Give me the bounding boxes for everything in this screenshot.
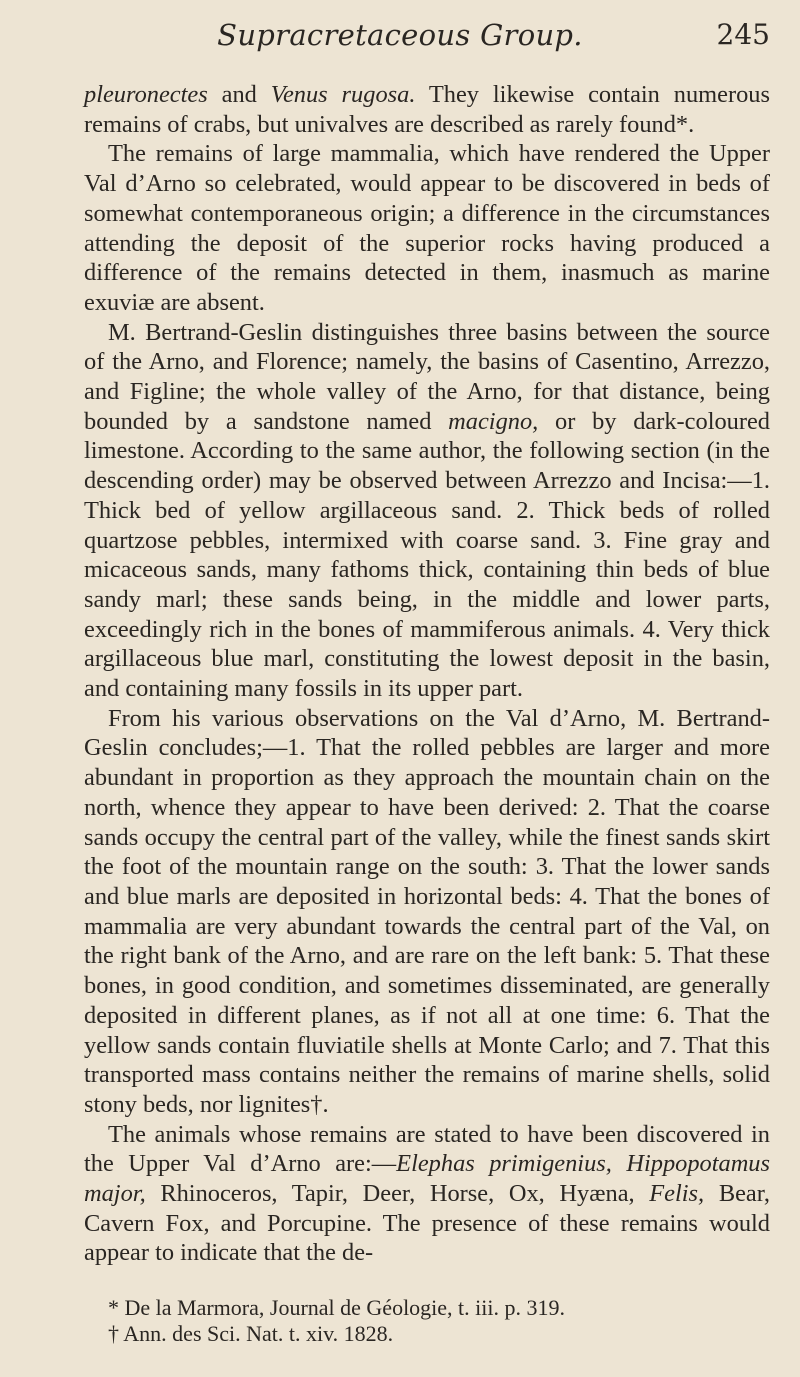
paragraph-2	[84, 139, 770, 317]
italic-text-run: macigno,	[448, 407, 539, 435]
text-run: The remains of large mammalia, which have rendered the Upper Val d’Arno so celebrated, would appear to be discovered in beds of somewhat contemporaneous origin; a difference in the circumstances attending the deposit of the superior rocks having produced a difference of the remains detected in them, inasmuch as marine exuviæ are absent.	[84, 140, 770, 316]
text-run: They likewise contain numerous remains of crabs, but univalves are described as rarely found*.	[84, 81, 770, 138]
footnote-1: * De la Marmora, Journal de Géologie, t. iii. p. 319.	[108, 1295, 566, 1320]
italic-text-run: Elephas primigenius, Hippopotamus major,	[84, 1150, 770, 1208]
running-head: Supracretaceous Group.	[217, 18, 583, 52]
text-run: The animals whose remains are stated to have been discovered in the Upper Val d’Arno are:—	[84, 1120, 770, 1178]
italic-text-run: Venus rugosa.	[270, 81, 416, 108]
footnote-2: † Ann. des Sci. Nat. t. xiv. 1828.	[108, 1321, 394, 1346]
text-run: Bear, Cavern Fox, and Porcupine. The presence of these remains would appear to indicate that the de-	[84, 1180, 770, 1267]
paragraph-3	[84, 318, 770, 704]
text-run: and	[207, 81, 271, 108]
footnotes	[108, 1295, 768, 1347]
text-run: From his various observations on the Val d’Arno, M. Bertrand-Geslin concludes;—1. That the rolled pebbles are larger and more abundant in proportion as they approach the mountain chain on the north, whence they appear to have been derived: 2. That the coarse sands occupy the central part of the valley, while the finest sands skirt the foot of the mountain range on the south: 3. That the lower sands and blue marls are deposited in horizontal beds: 4. That the bones of mammalia are very abundant towards the central part of the Val, on the right bank of the Arno, and are rare on the left bank: 5. That these bones, in good condition, and sometimes disseminated, are generally deposited in different planes, as if not all at one time: 6. That the yellow sands contain fluviatile shells at Monte Carlo; and 7. That this transported mass contains neither the remains of marine shells, solid stony beds, nor lignites†.	[84, 704, 770, 1118]
text-run: Rhinoceros, Tapir, Deer, Horse, Ox, Hyæna,	[145, 1180, 650, 1208]
page-header	[0, 0, 800, 80]
paragraph-4	[84, 704, 770, 1120]
italic-text-run: Felis,	[649, 1180, 705, 1208]
paragraph-1	[84, 80, 770, 139]
italic-text-run: pleuronectes	[84, 81, 208, 108]
body-text	[84, 80, 770, 1268]
page-number: 245	[716, 18, 770, 51]
text-run: or by dark-coloured limestone. According to the same author, the following section (in the descending order) may be observed between Arrezzo and Incisa:—1. Thick bed of yellow argillaceous sand. 2. Thick beds of rolled quartzose pebbles, intermixed with coarse sand. 3. Fine gray and micaceous sands, many fathoms thick, containing thin beds of blue sandy marl; these sands being, in the middle and lower parts, exceedingly rich in the bones of mammiferous animals. 4. Very thick argillaceous blue marl, constituting the lowest deposit in the basin, and containing many fossils in its upper part.	[84, 407, 770, 703]
text-run: M. Bertrand-Geslin distinguishes three basins between the source of the Arno, and Florence; namely, the basins of Casentino, Arrezzo, and Figline; the whole valley of the Arno, for that distance, being bounded by a sandstone named	[84, 318, 770, 435]
paragraph-5	[84, 1120, 770, 1269]
